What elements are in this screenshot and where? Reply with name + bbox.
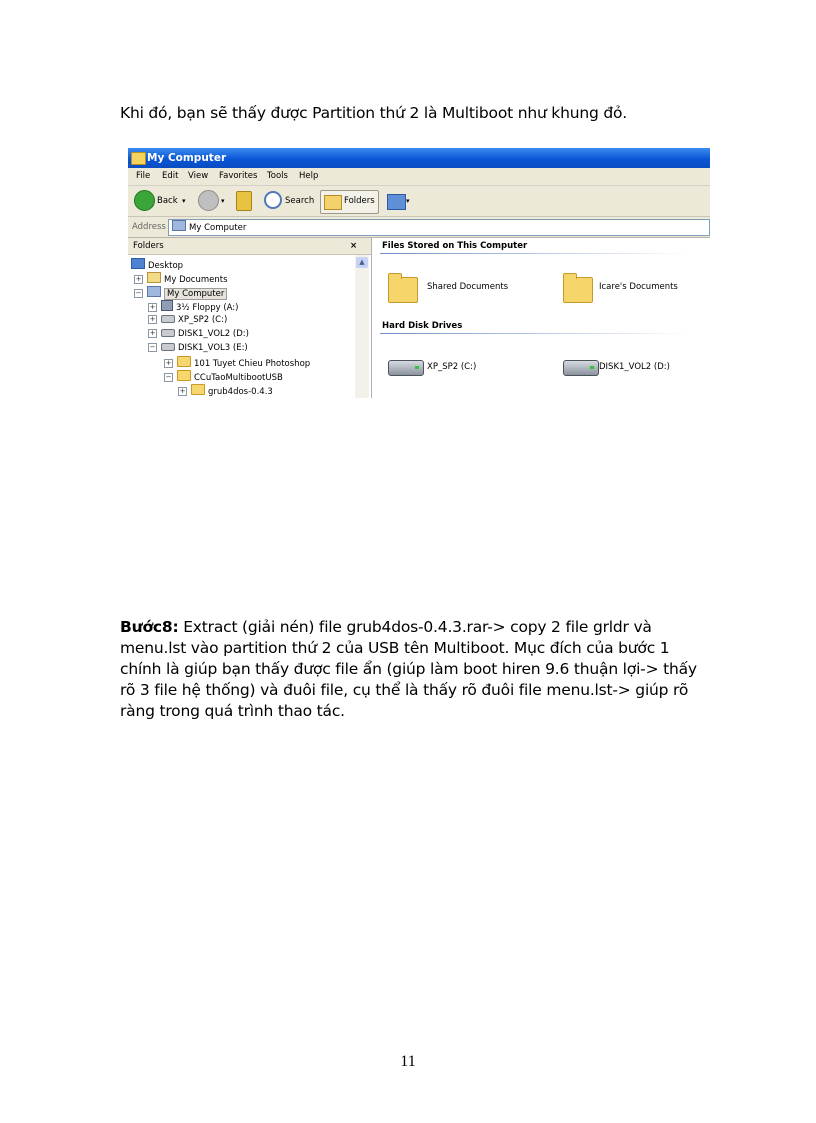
folders-pane-title: Folders xyxy=(133,241,164,251)
menu-favorites[interactable]: Favorites xyxy=(219,171,258,181)
search-icon xyxy=(264,191,282,209)
tree-item-floppy[interactable] xyxy=(148,300,238,313)
tree-item-label: My Computer xyxy=(164,288,227,300)
tree-item-label: XP_SP2 (C:) xyxy=(178,315,228,325)
tree-item-drive-d[interactable] xyxy=(148,328,249,341)
my-computer-icon xyxy=(131,152,146,165)
menu-tools[interactable]: Tools xyxy=(267,171,288,181)
tree-item-label: 101 Tuyet Chieu Photoshop xyxy=(194,359,311,369)
folders-pane-header xyxy=(128,238,371,255)
address-label: Address xyxy=(132,222,166,232)
drives-group-title: Hard Disk Drives xyxy=(382,321,463,331)
back-dropdown-icon[interactable]: ▾ xyxy=(182,197,186,205)
expand-icon[interactable]: + xyxy=(135,275,142,283)
item-label: XP_SP2 (C:) xyxy=(427,362,477,372)
tree-item-label: DISK1_VOL3 (E:) xyxy=(178,343,248,353)
tree-item-label: DISK1_VOL2 (D:) xyxy=(178,329,249,339)
hard-disk-icon xyxy=(388,360,424,376)
tree-item-label: My Documents xyxy=(164,275,228,285)
folders-pane xyxy=(128,238,372,398)
folder-icon xyxy=(191,384,205,395)
search-button[interactable]: Search xyxy=(285,196,315,206)
expand-icon[interactable]: + xyxy=(179,387,186,395)
expand-icon[interactable]: + xyxy=(149,315,156,323)
folders-scrollbar[interactable] xyxy=(355,255,369,398)
drive-icon xyxy=(161,329,175,337)
tree-item-label: 3½ Floppy (A:) xyxy=(176,303,239,313)
tree-item-multiboot-folder[interactable] xyxy=(164,370,283,383)
forward-button[interactable] xyxy=(198,190,219,211)
tree-item-label: Desktop xyxy=(148,261,184,271)
address-input[interactable] xyxy=(168,219,710,236)
drive-icon xyxy=(161,315,175,323)
folders-icon xyxy=(324,195,342,210)
collapse-icon[interactable]: − xyxy=(135,289,142,297)
explorer-screenshot xyxy=(128,148,710,398)
forward-dropdown-icon[interactable]: ▾ xyxy=(221,197,225,205)
address-bar xyxy=(128,217,710,238)
expand-icon[interactable]: + xyxy=(149,303,156,311)
tree-item-photoshop-folder[interactable] xyxy=(164,356,310,369)
tree-item-my-computer[interactable] xyxy=(134,286,227,299)
item-label: DISK1_VOL2 (D:) xyxy=(599,362,670,372)
page-number: 11 xyxy=(400,1053,416,1070)
tree-item-my-documents[interactable] xyxy=(134,272,228,285)
menu-help[interactable]: Help xyxy=(299,171,319,181)
step8-paragraph xyxy=(120,617,710,722)
computer-icon xyxy=(147,286,161,297)
collapse-icon[interactable]: − xyxy=(149,343,156,351)
step8-label: Bước8: xyxy=(120,618,179,636)
back-arrow-icon xyxy=(134,190,155,211)
back-button[interactable]: Back xyxy=(157,196,178,206)
intro-paragraph: Khi đó, bạn sẽ thấy được Partition thứ 2 là Multiboot như khung đỏ. xyxy=(120,104,627,122)
item-label: Icare's Documents xyxy=(599,282,678,292)
tree-item-grub4dos-folder[interactable] xyxy=(178,384,273,397)
menu-bar xyxy=(128,168,710,186)
hard-disk-icon xyxy=(563,360,599,376)
menu-edit[interactable]: Edit xyxy=(162,171,179,181)
drive-icon xyxy=(161,343,175,351)
tree-item-desktop[interactable] xyxy=(131,258,183,271)
address-value: My Computer xyxy=(189,223,247,233)
folder-icon xyxy=(563,277,593,303)
documents-icon xyxy=(147,272,161,283)
content-pane xyxy=(372,238,710,398)
tree-item-drive-c[interactable] xyxy=(148,314,227,327)
computer-icon xyxy=(172,220,186,231)
collapse-icon[interactable]: − xyxy=(165,373,172,381)
floppy-icon xyxy=(161,300,173,311)
menu-view[interactable]: View xyxy=(188,171,209,181)
tree-item-label: grub4dos-0.4.3 xyxy=(208,387,273,397)
folder-icon xyxy=(177,356,191,367)
files-group-title: Files Stored on This Computer xyxy=(382,241,528,251)
window-titlebar xyxy=(128,148,710,168)
window-title: My Computer xyxy=(147,152,227,164)
item-label: Shared Documents xyxy=(427,282,509,292)
expand-icon[interactable]: + xyxy=(149,329,156,337)
folders-label: Folders xyxy=(344,196,375,206)
menu-file[interactable]: File xyxy=(136,171,151,181)
group-divider xyxy=(380,253,690,254)
toolbar xyxy=(128,186,710,217)
tree-item-drive-e[interactable] xyxy=(148,342,248,355)
views-icon[interactable] xyxy=(387,194,406,210)
up-folder-button[interactable] xyxy=(236,191,252,211)
views-dropdown-icon[interactable]: ▾ xyxy=(406,197,410,205)
folder-icon xyxy=(177,370,191,381)
desktop-icon xyxy=(131,258,145,269)
close-icon[interactable]: × xyxy=(350,241,358,251)
group-divider xyxy=(380,333,690,334)
scroll-up-icon[interactable]: ▲ xyxy=(356,257,368,268)
folder-icon xyxy=(388,277,418,303)
tree-item-label: CCuTaoMultibootUSB xyxy=(194,373,283,383)
expand-icon[interactable]: + xyxy=(165,359,172,367)
step8-text: Extract (giải nén) file grub4dos-0.4.3.rar-> copy 2 file grldr và menu.lst vào partition thứ 2 của USB tên Multiboot. Mục đích của bước 1 chính là giúp bạn thấy được file ẩn (giúp làm boot hiren 9.6 thuận lợi-> thấy rõ 3 file hệ thống) và đuôi file, cụ thể là thấy rõ đuôi file menu.lst-> giúp rõ ràng trong quá trình thao tác. xyxy=(120,618,697,720)
